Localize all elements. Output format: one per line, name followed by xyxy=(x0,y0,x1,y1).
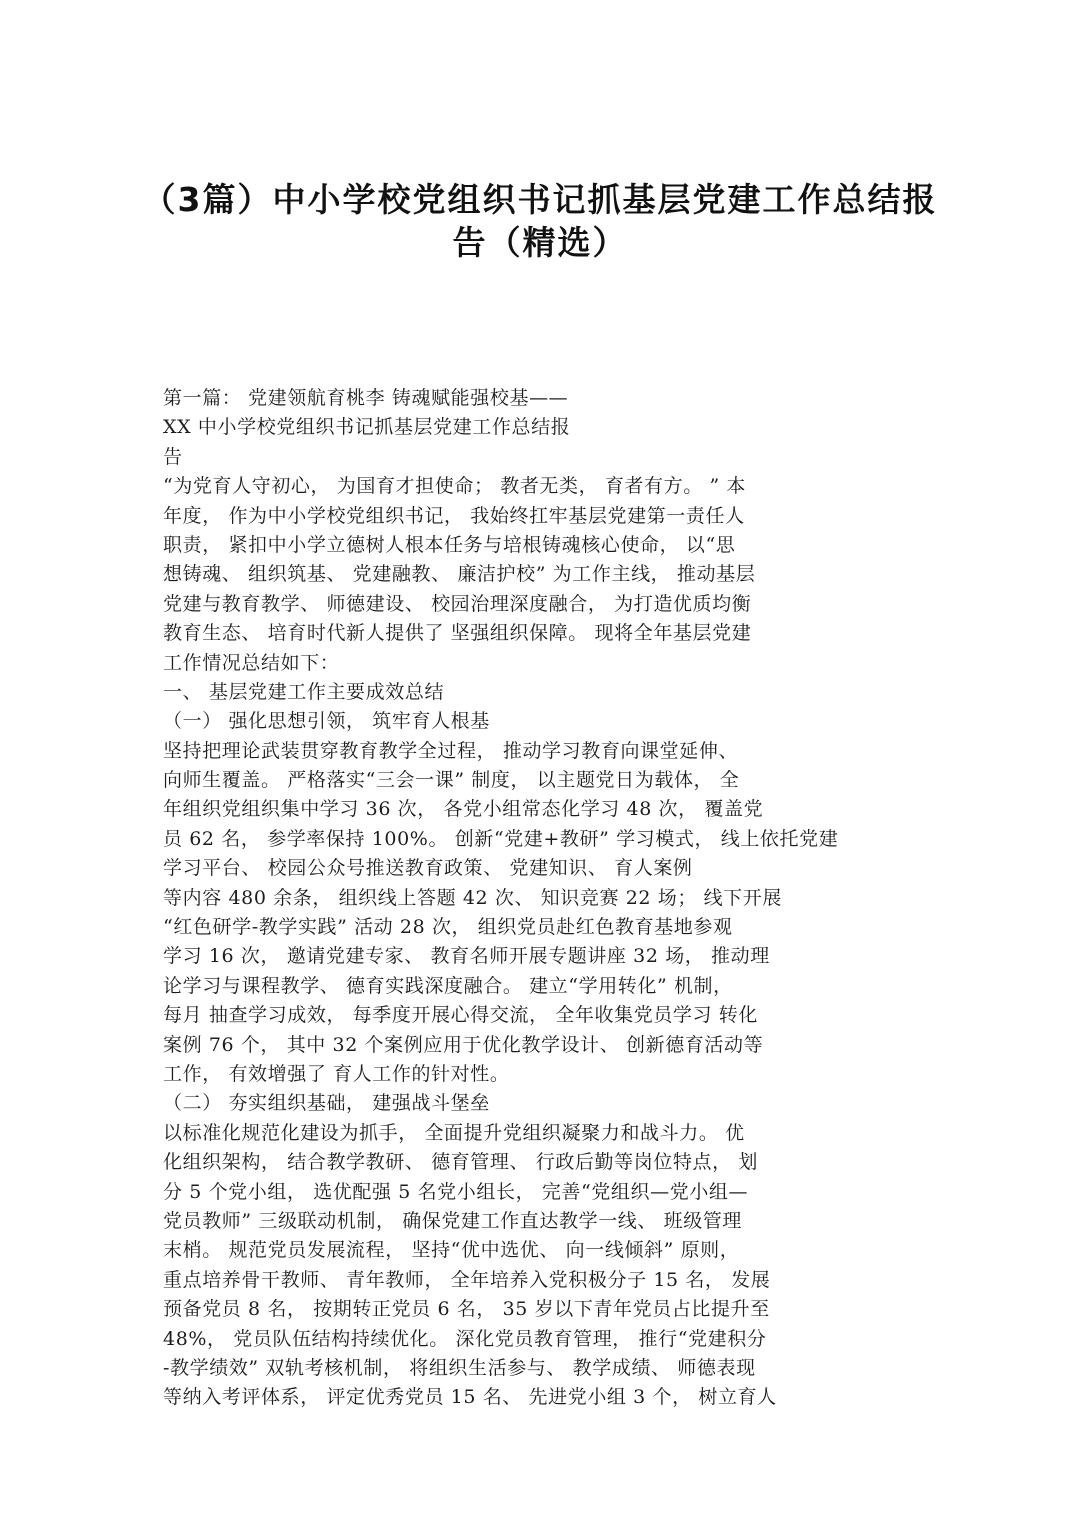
section-heading: 一、 基层党建工作主要成效总结 xyxy=(163,680,445,703)
paragraph-line: 党员教师” 三级联动机制， 确保党建工作直达教学一线、 班级管理 xyxy=(163,1209,743,1232)
heading-part-one-end: 告 xyxy=(163,445,183,468)
paragraph-line: 预备党员 8 名， 按期转正党员 6 名， 35 岁以下青年党员占比提升至 xyxy=(163,1298,770,1321)
paragraph-line: 职责， 紧扣中小学立德树人根本任务与培根铸魂核心使命， 以“思 xyxy=(163,533,736,556)
paragraph-line: “为党育人守初心， 为国育才担使命； 教者无类， 育者有方。 ” 本 xyxy=(163,475,747,498)
paragraph-line: 学习平台、 校园公众号推送教育政策、 党建知识、 育人案例 xyxy=(163,857,693,880)
paragraph-line: 分 5 个党小组， 选优配强 5 名党小组长， 完善“党组织—党小组— xyxy=(163,1180,749,1203)
paragraph-line: 向师生覆盖。 严格落实“三会一课” 制度， 以主题党日为载体， 全 xyxy=(163,769,740,792)
document-title-line-2: 告（精选） xyxy=(452,223,628,262)
paragraph-line: 教育生态、 培育时代新人提供了 坚强组织保障。 现将全年基层党建 xyxy=(163,622,752,645)
paragraph-line: “红色研学-教学实践” 活动 28 次， 组织党员赴红色教育基地参观 xyxy=(163,916,733,939)
document-body xyxy=(163,384,923,1413)
subsection-heading: （二） 夯实组织基础， 建强战斗堡垒 xyxy=(163,1092,490,1115)
paragraph-line: 等纳入考评体系， 评定优秀党员 15 名、 先进党小组 3 个， 树立育人 xyxy=(163,1386,777,1409)
paragraph-line: 想铸魂、 组织筑基、 党建融教、 廉洁护校” 为工作主线， 推动基层 xyxy=(163,563,756,586)
paragraph-line: 年度， 作为中小学校党组织书记， 我始终扛牢基层党建第一责任人 xyxy=(163,504,745,527)
document-title-line-1: （3篇）中小学校党组织书记抓基层党建工作总结报 xyxy=(142,180,938,219)
paragraph-line: 案例 76 个， 其中 32 个案例应用于优化教学设计、 创新德育活动等 xyxy=(163,1033,764,1056)
paragraph-line: 学习 16 次， 邀请党建专家、 教育名师开展专题讲座 32 场， 推动理 xyxy=(163,945,770,968)
paragraph-line: 每月 抽查学习成效， 每季度开展心得交流， 全年收集党员学习 转化 xyxy=(163,1004,758,1027)
paragraph-line: 工作情况总结如下： xyxy=(163,651,340,674)
paragraph-line: 重点培养骨干教师、 青年教师， 全年培养入党积极分子 15 名， 发展 xyxy=(163,1268,771,1291)
paragraph-line: 以标准化规范化建设为抓手， 全面提升党组织凝聚力和战斗力。 优 xyxy=(163,1121,745,1144)
paragraph-line: 工作， 有效增强了 育人工作的针对性。 xyxy=(163,1062,510,1085)
heading-part-one-cont: XX 中小学校党组织书记抓基层党建工作总结报 xyxy=(163,416,571,439)
paragraph-line: 员 62 名， 参学率保持 100%。 创新“党建+教研” 学习模式， 线上依托党建 xyxy=(163,827,839,850)
heading-part-one: 第一篇： 党建领航育桃李 铸魂赋能强校基—— xyxy=(163,387,569,409)
paragraph-line: 年组织党组织集中学习 36 次， 各党小组常态化学习 48 次， 覆盖党 xyxy=(163,798,764,821)
paragraph-line: 坚持把理论武装贯穿教育教学全过程， 推动学习教育向课堂延伸、 xyxy=(163,739,739,762)
paragraph-line: 化组织架构， 结合教学教研、 德育管理、 行政后勤等岗位特点， 划 xyxy=(163,1151,758,1174)
paragraph-line: 党建与教育教学、 师德建设、 校园治理深度融合， 为打造优质均衡 xyxy=(163,592,752,615)
paragraph-line: 48%， 党员队伍结构持续优化。 深化党员教育管理， 推行“党建积分 xyxy=(163,1327,767,1350)
paragraph-line: 论学习与课程教学、 德育实践深度融合。 建立“学用转化” 机制， xyxy=(163,974,733,997)
paragraph-line: 等内容 480 余条， 组织线上答题 42 次、 知识竞赛 22 场； 线下开展 xyxy=(163,886,782,909)
paragraph-line: -教学绩效” 双轨考核机制， 将组织生活参与、 教学成绩、 师德表现 xyxy=(163,1356,756,1379)
paragraph-line: 末梢。 规范党员发展流程， 坚持“优中选优、 向一线倾斜” 原则， xyxy=(163,1239,740,1262)
subsection-heading: （一） 强化思想引领， 筑牢育人根基 xyxy=(163,710,490,733)
